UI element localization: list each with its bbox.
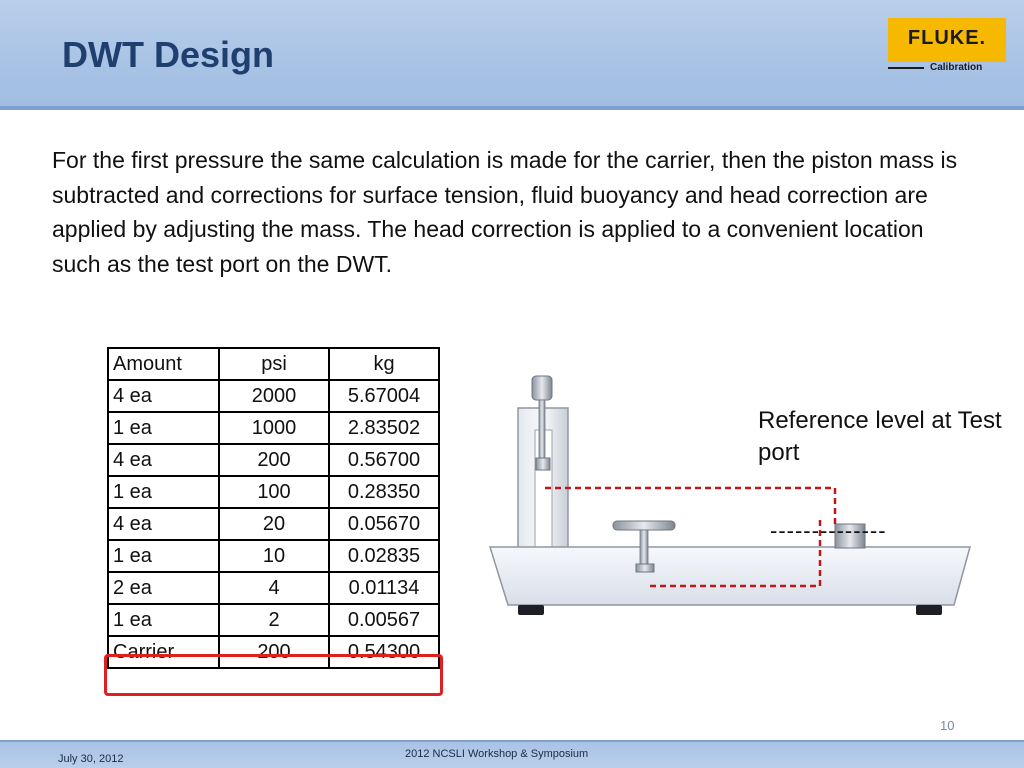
reference-level-label: Reference level at Test port xyxy=(758,407,1002,466)
slide-title: DWT Design xyxy=(62,34,274,75)
table-row xyxy=(108,540,439,572)
table-row xyxy=(108,508,439,540)
logo-brand-text: FLUKE. xyxy=(907,27,987,49)
pump-screw xyxy=(640,530,648,566)
footer-event: 2012 NCSLI Workshop & Symposium xyxy=(405,748,589,760)
reference-level-line: -------------- xyxy=(770,518,887,543)
cell-kg: 2.83502 xyxy=(329,412,439,444)
logo-subtitle: Calibration xyxy=(930,62,983,73)
cell-kg: 0.28350 xyxy=(329,476,439,508)
table-row xyxy=(108,444,439,476)
carrier-highlight-box xyxy=(104,654,443,696)
cell-amount: 4 ea xyxy=(108,444,219,476)
table-row xyxy=(108,412,439,444)
footer-date: July 30, 2012 xyxy=(58,753,124,765)
cell-psi: 100 xyxy=(219,476,329,508)
cell-kg: 0.02835 xyxy=(329,540,439,572)
cell-kg: 5.67004 xyxy=(329,380,439,412)
header-divider xyxy=(0,106,1024,110)
cell-amount: 4 ea xyxy=(108,508,219,540)
header-kg: kg xyxy=(329,348,439,380)
cell-kg: 0.54300 xyxy=(329,636,439,668)
base-foot-right xyxy=(916,605,942,615)
fluke-logo xyxy=(888,18,1006,62)
piston-cap xyxy=(532,376,552,400)
cell-amount: 2 ea xyxy=(108,572,219,604)
table-row xyxy=(108,572,439,604)
base-foot-left xyxy=(518,605,544,615)
table-row xyxy=(108,380,439,412)
body-paragraph: For the first pressure the same calculation is made for the carrier, then the piston mass is subtracted and corrections for surface tension, fluid buoyancy and head correction are applied by adjusting the mass. The head correction is applied to a convenient location such as the test port on the DWT. xyxy=(52,147,958,277)
cell-amount: 1 ea xyxy=(108,540,219,572)
header-psi: psi xyxy=(219,348,329,380)
cell-psi: 1000 xyxy=(219,412,329,444)
header-amount: Amount xyxy=(108,348,219,380)
piston-rod xyxy=(539,400,545,460)
cell-kg: 0.01134 xyxy=(329,572,439,604)
cell-psi: 2 xyxy=(219,604,329,636)
dwt-diagram xyxy=(480,360,980,625)
cell-psi: 200 xyxy=(219,444,329,476)
cell-amount: 4 ea xyxy=(108,380,219,412)
cell-amount: 1 ea xyxy=(108,476,219,508)
dwt-base xyxy=(490,547,970,605)
cell-psi: 4 xyxy=(219,572,329,604)
cell-kg: 0.56700 xyxy=(329,444,439,476)
cell-psi: 200 xyxy=(219,636,329,668)
cell-amount: 1 ea xyxy=(108,604,219,636)
table-row xyxy=(108,604,439,636)
cell-psi: 20 xyxy=(219,508,329,540)
mass-table xyxy=(107,347,440,669)
cell-psi: 10 xyxy=(219,540,329,572)
cell-amount: 1 ea xyxy=(108,412,219,444)
cell-amount: Carrier xyxy=(108,636,219,668)
pump-nut xyxy=(636,564,654,572)
cell-psi: 2000 xyxy=(219,380,329,412)
table-header-row xyxy=(108,348,439,380)
logo-underline xyxy=(888,67,924,69)
cell-kg: 0.05670 xyxy=(329,508,439,540)
piston-foot xyxy=(536,458,550,470)
pump-handle xyxy=(613,521,675,530)
page-number: 10 xyxy=(940,718,955,733)
cell-kg: 0.00567 xyxy=(329,604,439,636)
table-row xyxy=(108,476,439,508)
